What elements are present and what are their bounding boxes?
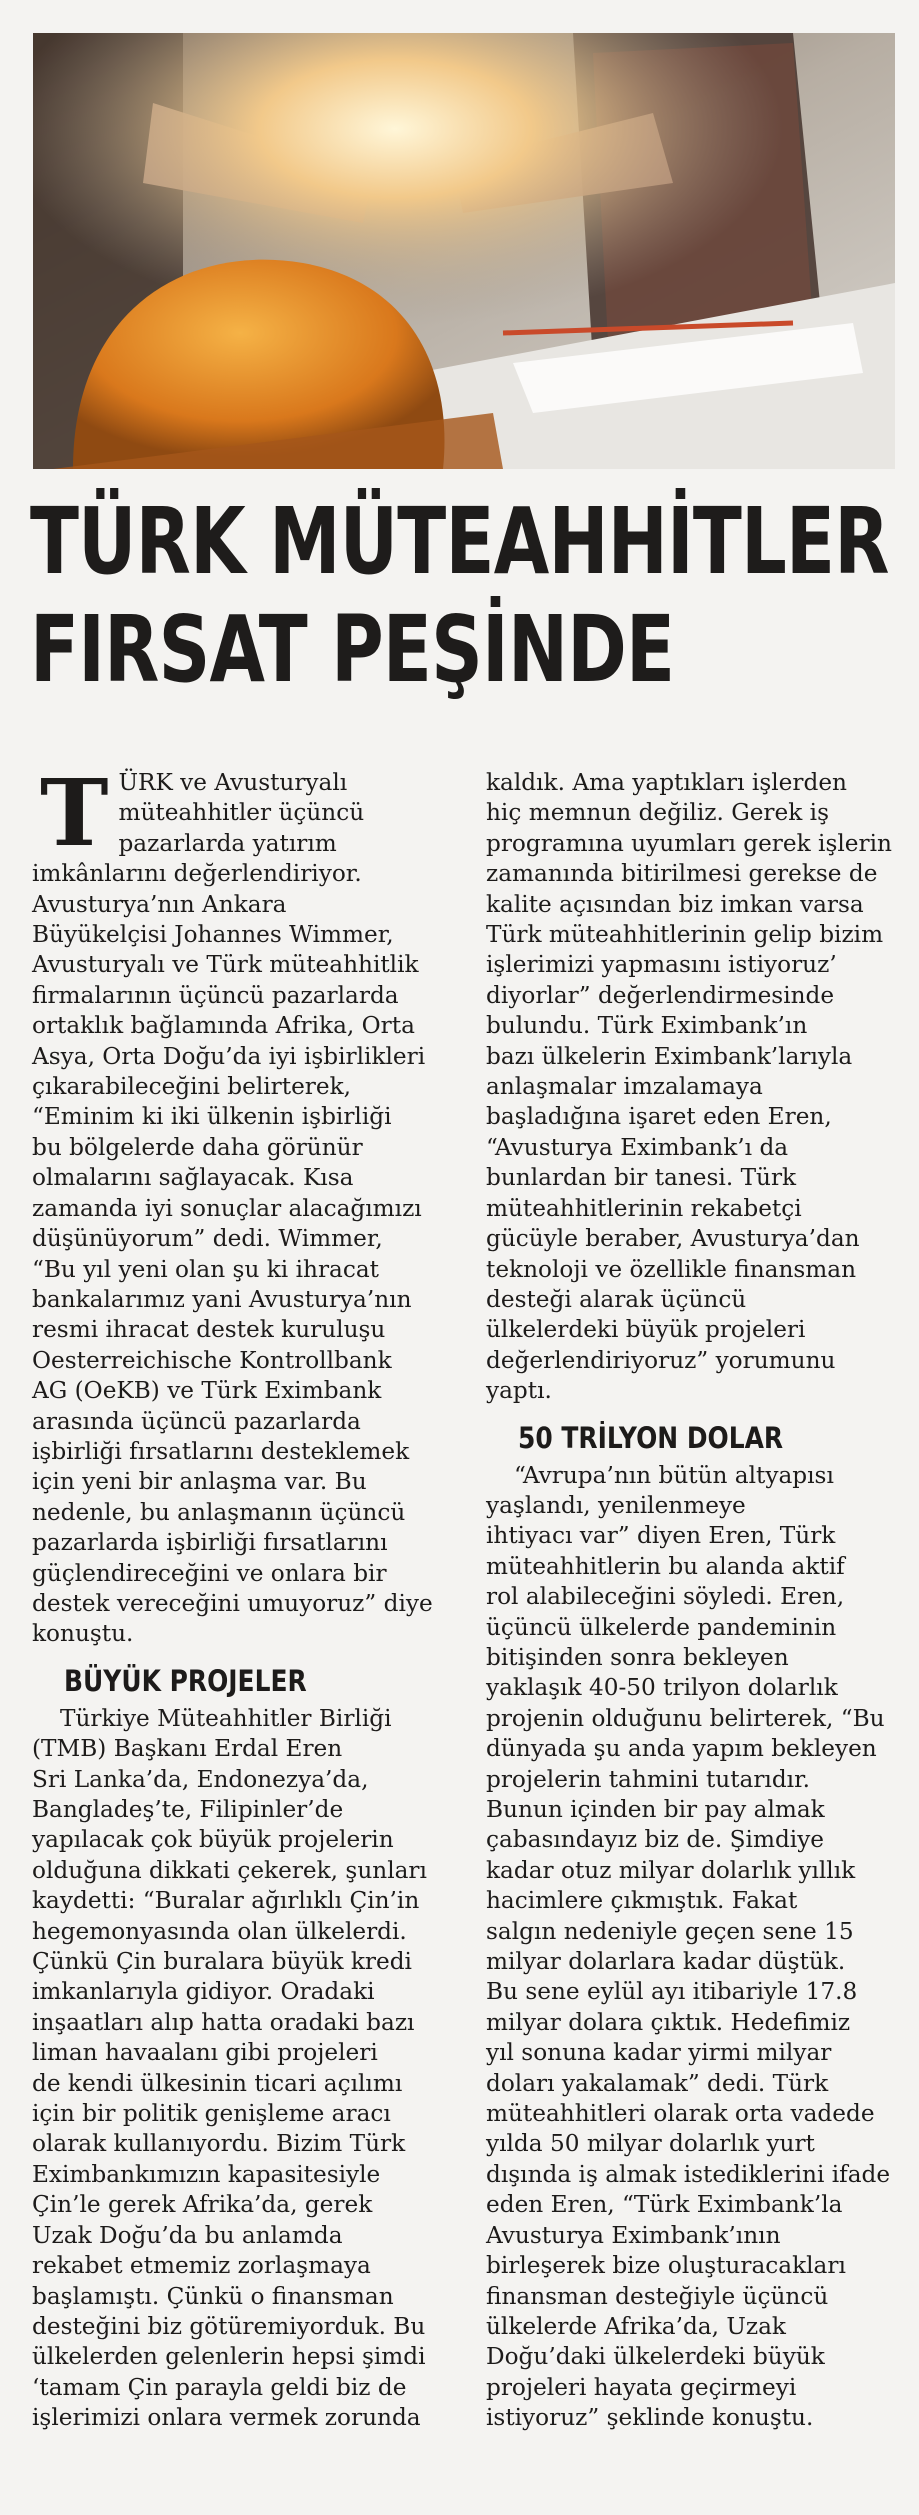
paragraph-intro: ÜRK ve Avusturyalı müteahhitler üçüncü pazarlarda yatırım imkânlarını değerlendiriyor. Avusturya’nın Ankara Büyükelçisi Johannes Wimmer, Avusturyalı ve Türk müteahhitlik firmalarının üçüncü pazarlarda ortaklık bağlamında Afrika, Orta Asya, Orta Doğu’da iyi işbirlikleri çıkarabileceğini belirterek, “Eminim ki iki ülkenin işbirliği bu bölgelerde daha görünür olmalarını sağlayacak. Kısa zamanda iyi sonuçlar alacağımızı düşünüyorum” dedi. Wimmer, “Bu yıl yeni olan şu ki ihracat bankalarımız yani Avusturya’nın resmi ihracat destek kuruluşu Oesterreichische Kontrollbank AG (OeKB) ve Türk Eximbank arasında üçüncü pazarlarda işbirliği fırsatlarını desteklemek için yeni bir anlaşma var. Bu nedenle, bu anlaşmanın üçüncü pazarlarda işbirliği fırsatlarını güçlendireceğini ve onlara bir destek vereceğini umuyoruz” diye konuştu. xyxy=(32,769,433,1648)
headline-line-1: TÜRK MÜTEAHHİTLER xyxy=(30,488,889,595)
paragraph-50-trilyon-dolar: “Avrupa’nın bütün altyapısı yaşlandı, yenilenmeye ihtiyacı var” diyen Eren, Türk müteahhitlerin bu alanda aktif rol alabileceğini söyledi. Eren, üçüncü ülkelerde pandeminin bitişinden sonra bekleyen yaklaşık 40-50 trilyon dolarlık projenin olduğunu belirterek, “Bu dünyada şu anda yapım bekleyen projelerin tahmini tutarıdır. Bunun içinden bir pay almak çabasındayız biz de. Şimdiye kadar otuz milyar dolarlık yıllık hacimlere çıkmıştık. Fakat salgın nedeniyle geçen sene 15 milyar dolarlara kadar düştük. Bu sene eylül ayı itibariyle 17.8 milyar dolara çıktık. Hedefimiz yıl sonuna kadar yirmi milyar doları yakalamak” dedi. Türk müteahhitleri olarak orta vadede yılda 50 milyar dolarlık yurt dışında iş almak istediklerini ifade eden Eren, “Türk Eximbank’la Avusturya Eximbank’ının birleşerek bize oluşturacakları finansman desteğiyle üçüncü ülkelerde Afrika’da, Uzak Doğu’daki ülkelerdeki büyük projeleri hayata geçirmeyi istiyoruz” şeklinde konuştu. xyxy=(486,1461,891,2432)
left-column xyxy=(32,759,448,2434)
subhead-50-trilyon-dolar: 50 TRİLYON DOLAR xyxy=(518,1420,784,1455)
drop-cap: T xyxy=(40,759,109,867)
paragraph-continued: kaldık. Ama yaptıkları işlerden hiç memnun değiliz. Gerek iş programına uyumları gerek işlerin zamanında bitirilmesi gerekse de kalite açısından biz imkan varsa Türk müteahhitlerinin gelip bizim işlerimizi yapmasını istiyoruz’ diyorlar” değerlendirmesinde bulundu. Türk Eximbank’ın bazı ülkelerin Eximbank’larıyla anlaşmalar imzalamaya başladığına işaret eden Eren, “Avusturya Eximbank’ı da bunlardan bir tanesi. Türk müteahhitlerinin rekabetçi gücüyle beraber, Avusturya’dan teknoloji ve özellikle finansman desteği alarak üçüncü ülkelerdeki büyük projeleri değerlendiriyoruz” yorumunu yaptı. xyxy=(486,769,892,1405)
headline-line-2: FIRSAT PEŞİNDE xyxy=(30,596,675,703)
right-column xyxy=(486,768,898,2434)
subhead-buyuk-projeler: BÜYÜK PROJELER xyxy=(64,1663,307,1698)
photo-illustration xyxy=(33,33,895,469)
paragraph-buyuk-projeler: Türkiye Müteahhitler Birliği (TMB) Başkanı Erdal Eren Sri Lanka’da, Endonezya’da, Bangladeş’te, Filipinler’de yapılacak çok büyük projelerin olduğuna dikkati çekerek, şunları kaydetti: “Buralar ağırlıklı Çin’in hegemonyasında olan ülkelerdi. Çünkü Çin buralara büyük kredi imkanlarıyla gidiyor. Oradaki inşaatları alıp hatta oradaki bazı liman havaalanı gibi projeleri de kendi ülkesinin ticari açılımı için bir politik genişleme aracı olarak kullanıyordu. Bizim Türk Eximbankımızın kapasitesiyle Çin’le gerek Afrika’da, gerek Uzak Doğu’da bu anlamda rekabet etmemiz zorlaşmaya başlamıştı. Çünkü o finansman desteğini biz götüremiyorduk. Bu ülkelerden gelenlerin hepsi şimdi ‘tamam Çin parayla geldi biz de işlerimizi onlara vermek zorunda xyxy=(32,1704,427,2432)
construction-handshake-photo xyxy=(33,33,895,469)
headline xyxy=(30,488,889,704)
